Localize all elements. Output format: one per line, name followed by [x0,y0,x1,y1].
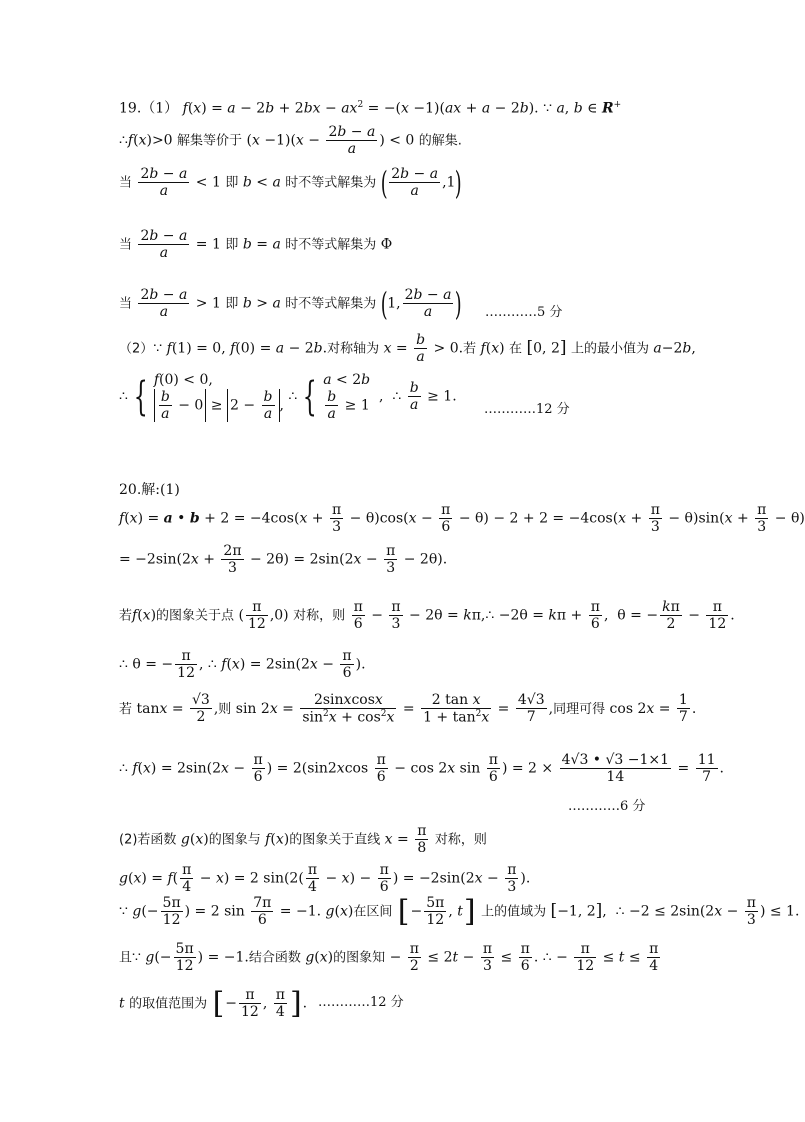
p19-line1: 19.（1） $f(x) = a - 2b + 2bx - ax^2 = -(x -1)(ax + a - 2b)$. ∵ a, b ∈ R+ [119,100,622,117]
p20-line1: f(x) = a • b + 2 = −4cos(x + $\frac{\pi}{3}$ − θ)cos(x − $\frac{\pi}{6}$ − θ) − 2 + 2 = −4cos(x + $\frac{\pi}{3}$ − θ)sin(x + $\frac{\pi}{3}$ − θ) [119,502,805,536]
p20-line8: g(x) = f( $\frac{\pi}{4}$ − x) = 2 sin(2( $\frac{\pi}{4}$ − x) − $\frac{\pi}{6}$ ) = −2sin(2x − $\frac{\pi}{3}$ ). [119,862,531,896]
p19-score-5: …………5 分 [485,305,563,320]
p19-line4: 当 $\frac{2b - a}{a}$ = 1 即 b = a 时不等式解集为 Φ [119,228,393,262]
p19-line2: ∴f(x)>0 解集等价于 (x −1)(x − $\frac{2b - a}{a}$ ) < 0 的解集. [119,124,462,158]
p20-score-12: …………12 分 [318,995,404,1010]
p20-score-6: …………6 分 [568,799,646,814]
p19-score-12: …………12 分 [484,402,570,417]
p20-line10: 且∵ g(− $\frac{5\pi}{12}$ ) = −1.结合函数 g(x)的图象知 − $\frac{\pi}{2}$ ≤ 2t − $\frac{\pi}{3}$ ≤ $\frac{\pi}{6}$ . ∴ − $\frac{\pi}{12}$ ≤ t ≤ $\frac{\pi}{4}$ [119,941,659,975]
p19-number: 19.（1） [119,100,179,117]
p20-line9: ∵ g(− $\frac{5\pi}{12}$ ) = 2 sin $\frac{7\pi}{6}$ = −1. g(x)在区间 [− $\frac{5\pi}{12}$ , t] 上的值域为 [−1, 2], ∴ −2 ≤ 2sin(2x − $\frac{\pi}{3}$ ) ≤ 1. [119,893,800,929]
p20-line3: 若f(x)的图象关于点 ( $\frac{\pi}{12}$ ,0) 对称，则 $\frac{\pi}{6}$ − $\frac{\pi}{3}$ − 2θ = kπ,∴ −2θ = kπ + $\frac{\pi}{6}$ , θ = − $\frac{k\pi}{2}$ − $\frac{\pi}{12}$ . [119,599,735,633]
p20-line2: = −2sin(2x + $\frac{2\pi}{3}$ − 2θ) = 2sin(2x − $\frac{\pi}{3}$ − 2θ). [119,543,448,577]
p20-number: 20.解:(1) [119,482,180,498]
p20-line11: t 的取值范围为 [− $\frac{\pi}{12}$ , $\frac{\pi}{4}$ ]. [119,985,308,1021]
p19-line3: 当 $\frac{2b - a}{a}$ < 1 即 b < a 时不等式解集为 ( $\frac{2b - a}{a}$ ,1) [119,163,463,202]
p20-line7: (2)若函数 g(x)的图象与 f(x)的图象关于直线 x = $\frac{\pi}{8}$ 对称，则 [119,823,487,857]
p19-line5: 当 $\frac{2b - a}{a}$ > 1 即 b > a 时不等式解集为 (1, $\frac{2b - a}{a}$ ) [119,284,463,323]
p19-line6: （2）∵ f(1) = 0, f(0) = a − 2b.对称轴为 x = $\frac{b}{a}$ > 0.若 f(x) 在 [0, 2] 上的最小值为 a−2b, [119,332,696,366]
p20-line5: 若 tanx = $\frac{√3}{2}$ ,则 sin 2x = $\frac{\text{2sinxcosx}}{\sin^2x + \cos^2x}$ = $\frac{\text{2 tan x}}{1 + \tan^2x}$ = $\frac{4√3}{7}$ ,同理可得 cos 2x = $\frac{1}{7}$ . [119,692,697,726]
p20-line4: ∴ θ = − $\frac{\pi}{12}$ , ∴ f(x) = 2sin(2x − $\frac{\pi}{6}$ ). [119,648,366,682]
p20-line6: ∴ f(x) = 2sin(2x − $\frac{\pi}{6}$ ) = 2(sin2xcos $\frac{\pi}{6}$ − cos 2x sin $\frac{\pi}{6}$ ) = 2 × $\frac{4√3 • √3 -1\times 1}{14}$ = $\frac{11}{7}$ . [119,752,724,786]
p19-line7: ∴ { f(0) < 0, $\frac{b}{a}$ − 0 ≥ 2 − $\frac{b}{a}$ , ∴ { a < 2b $\frac{b}{a}$ ≥ 1 , ∴ $\frac{b}{a}$ ≥ 1. [119,372,457,423]
